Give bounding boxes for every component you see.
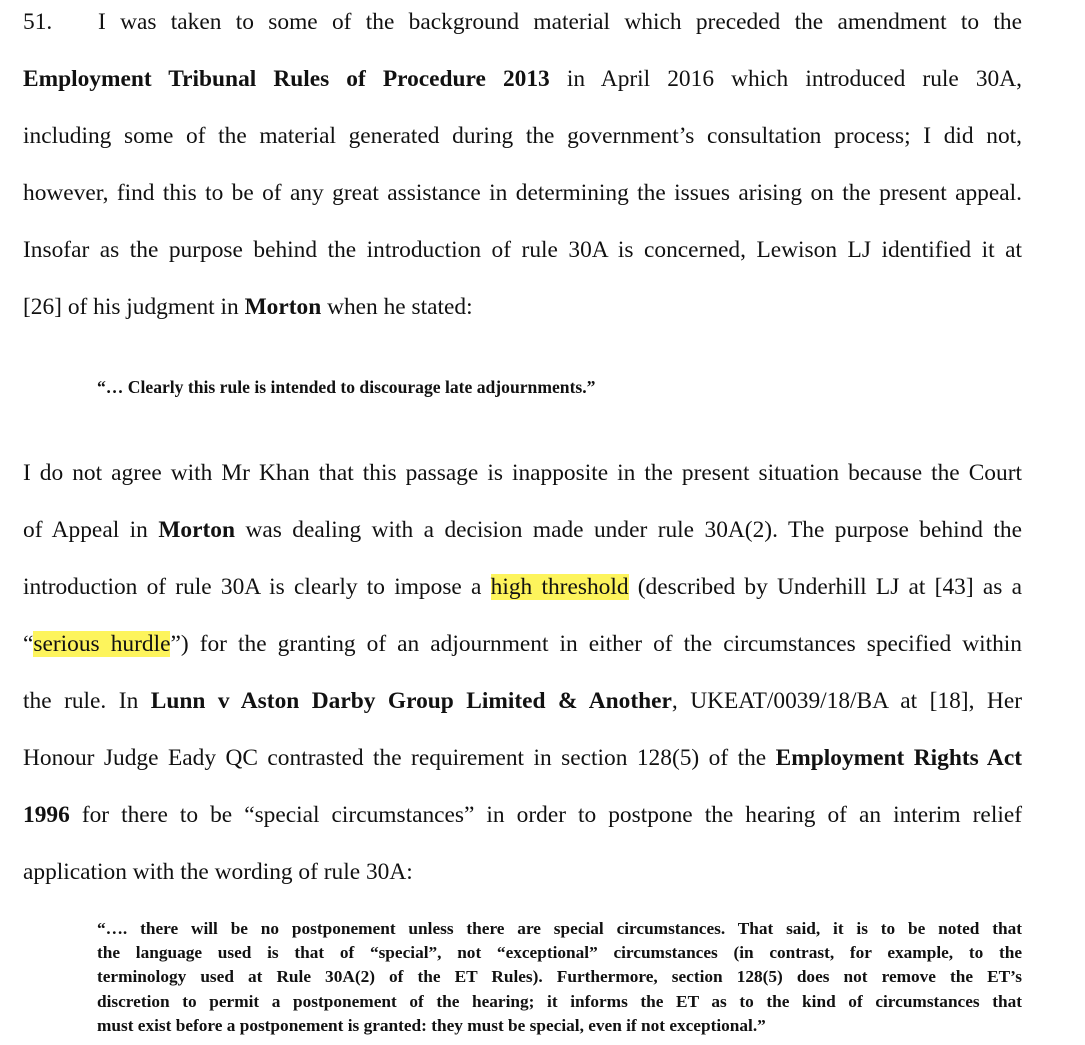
paragraph-text: ) for the granting of an adjournment in either of the circumstances specified within (180, 631, 1022, 657)
quote-line: must exist before a postponement is granted: they must be special, even if not exceptional.” (97, 1015, 766, 1035)
paragraph-text: the rule. In (23, 688, 139, 714)
paragraph-2-line-6 (23, 744, 1022, 772)
paragraph-2-line-7 (23, 801, 1022, 829)
quote-line: “…. there will be no postponement unless there are special circumstances. That said, it is to be noted that (97, 919, 1022, 938)
rules-title: Employment Tribunal Rules of Procedure 2013 (23, 66, 550, 92)
paragraph-text: (described by Underhill LJ at [43] as a (637, 574, 1022, 600)
paragraph-51-line-4: however, find this to be of any great assistance in determining the issues arising on the present appeal. (23, 180, 1022, 206)
paragraph-2-line-2 (23, 516, 1022, 544)
paragraph-text: for there to be “special circumstances” in order to postpone the hearing of an interim relief (81, 802, 1022, 828)
quote-line: terminology used at Rule 30A(2) of the ET Rules). Furthermore, section 128(5) does not remove the ET’s (97, 967, 1022, 987)
quote-line: discretion to permit a postponement of the hearing; it informs the ET as to the kind of circumstances that (97, 991, 1022, 1011)
paragraph-2-line-8: application with the wording of rule 30A: (23, 859, 413, 885)
paragraph-2-line-3 (23, 573, 1022, 601)
paragraph-text: when he stated: (327, 294, 473, 320)
paragraph-text: of Appeal in (23, 517, 148, 543)
paragraph-text: in April 2016 which introduced rule 30A, (566, 66, 1022, 92)
paragraph-51-line-5: Insofar as the purpose behind the introduction of rule 30A is concerned, Lewison LJ identified it at (23, 237, 1022, 263)
case-name: Lunn v Aston Darby Group Limited & Another (150, 688, 672, 714)
quote-morton: “… Clearly this rule is intended to discourage late adjournments.” (97, 377, 596, 397)
case-name: Morton (158, 517, 235, 543)
paragraph-text: introduction of rule 30A is clearly to impose a (23, 574, 482, 600)
quote-line: the language used is that of “special”, not “exceptional” circumstances (in contrast, for example, to the (97, 943, 1022, 963)
paragraph-2-line-1: I do not agree with Mr Khan that this passage is inapposite in the present situation because the Court (23, 460, 1022, 486)
case-name: Morton (244, 294, 322, 320)
paragraph-text: Honour Judge Eady QC contrasted the requirement in section 128(5) of the (23, 745, 767, 771)
highlight-serious-hurdle: serious hurdle (33, 631, 171, 657)
paragraph-2-line-5 (23, 687, 1022, 715)
paragraph-text: I was taken to some of the background material which preceded the amendment to the (98, 9, 1022, 35)
paragraph-text: was dealing with a decision made under rule 30A(2). The purpose behind the (245, 517, 1022, 543)
paragraph-51-line-6 (23, 293, 1022, 321)
paragraph-text: , UKEAT/0039/18/BA at [18], Her (671, 688, 1022, 714)
paragraph-text: [26] of his judgment in (23, 294, 239, 320)
close-quote: ” (170, 631, 181, 657)
quote-lunn (97, 917, 1022, 1038)
act-name: Employment Rights Act (775, 745, 1022, 771)
paragraph-51-line-3: including some of the material generated during the government’s consultation process; I did not, (23, 123, 1022, 149)
act-year: 1996 (23, 802, 70, 828)
paragraph-number: 51. (23, 9, 53, 35)
paragraph-2-line-4 (23, 630, 1022, 658)
paragraph-51-line-2 (23, 65, 1022, 93)
open-quote: “ (23, 631, 34, 657)
paragraph-51-line-1 (23, 8, 1022, 36)
highlight-high-threshold: high threshold (490, 574, 629, 600)
